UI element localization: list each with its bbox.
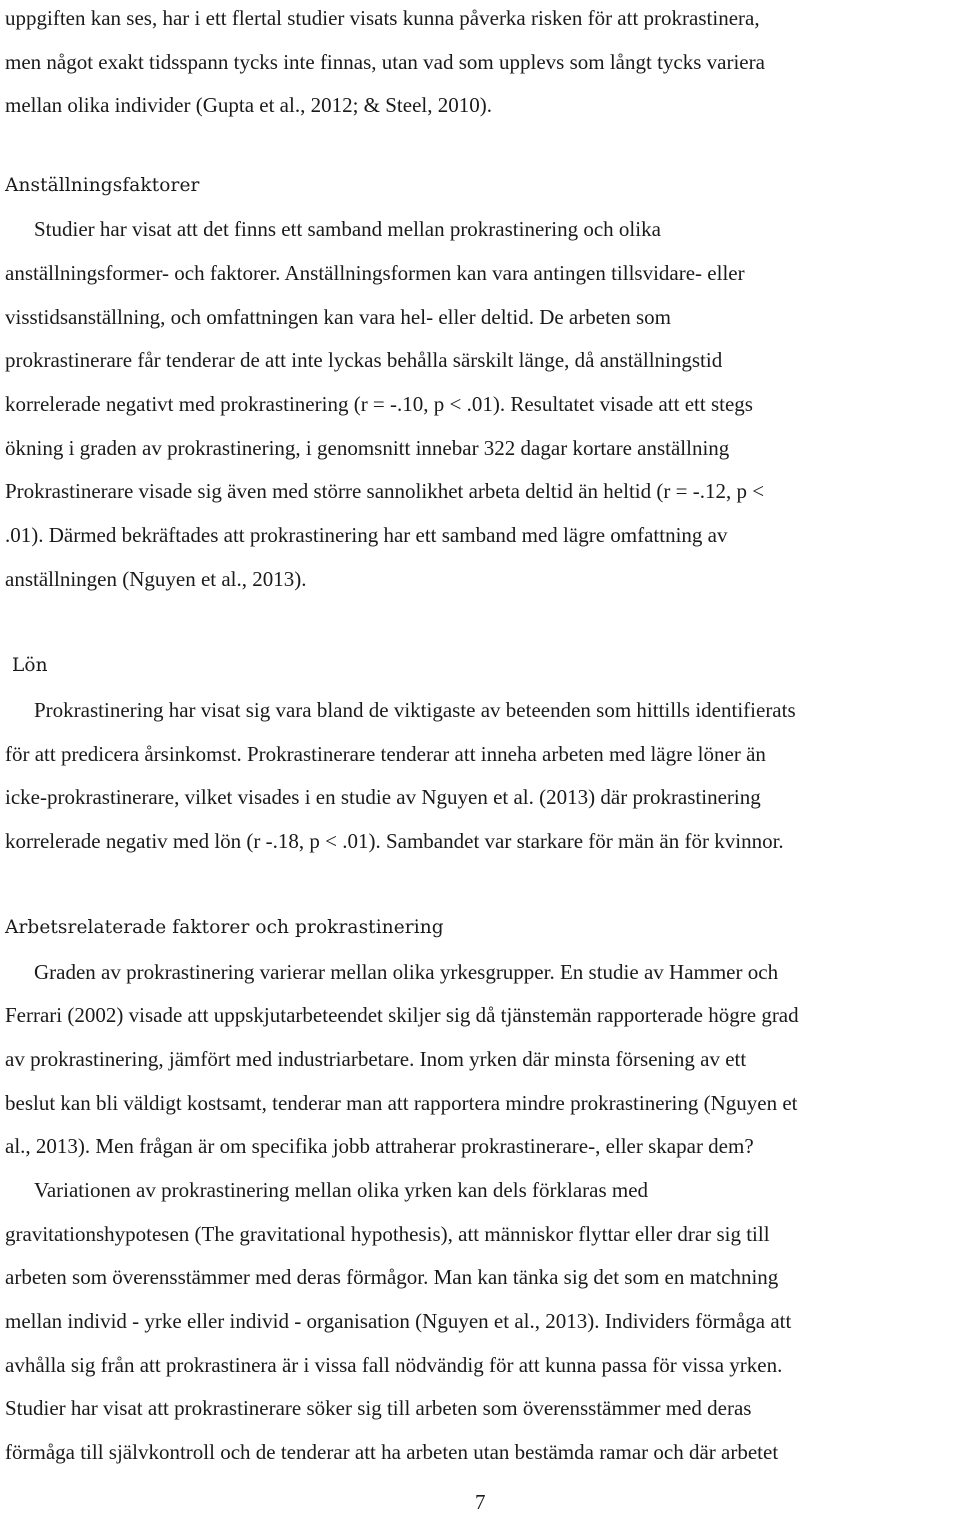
paragraph-line: korrelerade negativ med lön (r -.18, p < .01). Sambandet var starkare för män än för kvinnor. (5, 829, 784, 853)
paragraph-line: Studier har visat att prokrastinerare söker sig till arbeten som överensstämmer med deras (5, 1396, 752, 1420)
paragraph-line: icke-prokrastinerare, vilket visades i en studie av Nguyen et al. (2013) där prokrastinering (5, 785, 761, 809)
section-heading-arbetsrelaterade: Arbetsrelaterade faktorer och prokrastinering (5, 917, 444, 938)
paragraph-line: avhålla sig från att prokrastinera är i vissa fall nödvändig för att kunna passa för vissa yrken. (5, 1353, 783, 1377)
paragraph-line: visstidsanställning, och omfattningen kan vara hel- eller deltid. De arbeten som (5, 305, 671, 329)
paragraph-line: beslut kan bli väldigt kostsamt, tenderar man att rapportera mindre prokrastinering (Nguyen et (5, 1091, 798, 1115)
paragraph-line: för att predicera årsinkomst. Prokrastinerare tenderar att inneha arbeten med lägre löner än (5, 742, 766, 766)
paragraph-line: gravitationshypotesen (The gravitational hypothesis), att människor flyttar eller drar sig till (5, 1222, 770, 1246)
paragraph-line: Studier har visat att det finns ett samband mellan prokrastinering och olika (34, 217, 661, 241)
paragraph-line: mellan individ - yrke eller individ - organisation (Nguyen et al., 2013). Individers förmåga att (5, 1309, 792, 1333)
paragraph-line: Graden av prokrastinering varierar mellan olika yrkesgrupper. En studie av Hammer och (34, 960, 779, 984)
paragraph-line: Variationen av prokrastinering mellan olika yrken kan dels förklaras med (34, 1178, 649, 1202)
section-heading-anstallningsfaktorer: Anställningsfaktorer (5, 175, 200, 196)
paragraph-line: korrelerade negativt med prokrastinering (r = -.10, p < .01). Resultatet visade att ett stegs (5, 392, 753, 416)
paragraph-line: anställningen (Nguyen et al., 2013). (5, 567, 307, 591)
page-number: 7 (475, 1490, 486, 1514)
paragraph-line: förmåga till självkontroll och de tenderar att ha arbeten utan bestämda ramar och där arbetet (5, 1440, 779, 1464)
intro-line-3: mellan olika individer (Gupta et al., 2012; & Steel, 2010). (5, 93, 492, 117)
section-heading-lon: Lön (12, 655, 48, 676)
paragraph-line: Ferrari (2002) visade att uppskjutarbeteendet skiljer sig då tjänstemän rapporterade högre grad (5, 1003, 799, 1027)
paragraph-line: arbeten som överensstämmer med deras förmågor. Man kan tänka sig det som en matchning (5, 1265, 779, 1289)
paragraph-line: av prokrastinering, jämfört med industriarbetare. Inom yrken där minsta försening av ett (5, 1047, 747, 1071)
paragraph-line: prokrastinerare får tenderar de att inte lyckas behålla särskilt länge, då anställningstid (5, 348, 723, 372)
intro-line-1: uppgiften kan ses, har i ett flertal studier visats kunna påverka risken för att prokrastinera, (5, 6, 760, 30)
paragraph-line: Prokrastinerare visade sig även med större sannolikhet arbeta deltid än heltid (r = -.12, p < (5, 479, 765, 503)
paragraph-line: al., 2013). Men frågan är om specifika jobb attraherar prokrastinerare-, eller skapar dem? (5, 1134, 754, 1158)
paragraph-line: Prokrastinering har visat sig vara bland de viktigaste av beteenden som hittills identifierats (34, 698, 796, 722)
paragraph-line: anställningsformer- och faktorer. Anställningsformen kan vara antingen tillsvidare- eller (5, 261, 745, 285)
paragraph-line: .01). Därmed bekräftades att prokrastinering har ett samband med lägre omfattning av (5, 523, 728, 547)
paragraph-line: ökning i graden av prokrastinering, i genomsnitt innebar 322 dagar kortare anställning (5, 436, 730, 460)
intro-line-2: men något exakt tidsspann tycks inte finnas, utan vad som upplevs som långt tycks variera (5, 50, 765, 74)
